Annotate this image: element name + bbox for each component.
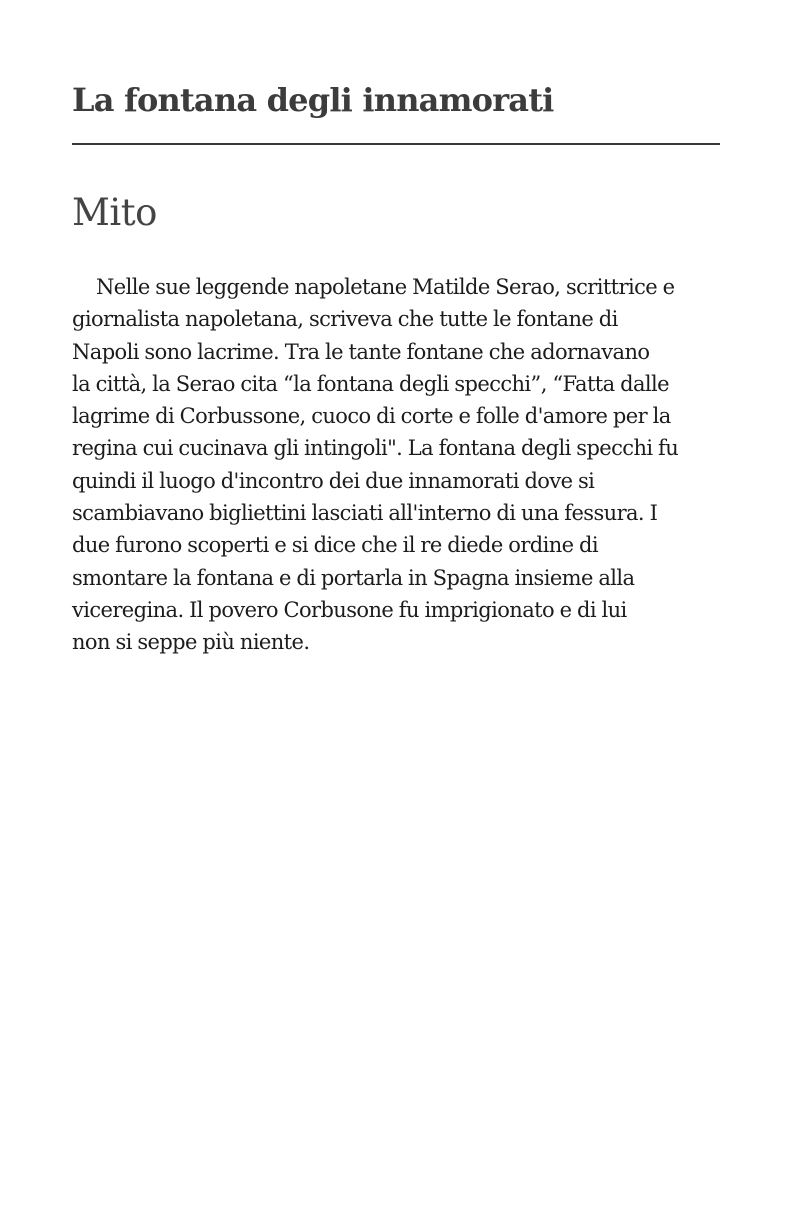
paragraph-line: lagrime di Corbussone, cuoco di corte e folle d'amore per la [72, 404, 671, 429]
title-divider [72, 143, 720, 145]
paragraph-line: Nelle sue leggende napoletane Matilde Serao, scrittrice e [96, 275, 675, 299]
paragraph-line: quindi il luogo d'incontro dei due innamorati dove si [72, 468, 595, 493]
paragraph-line: la città, la Serao cita “la fontana degli specchi”, “Fatta dalle [72, 371, 669, 396]
section-heading: Mito [72, 191, 157, 234]
paragraph-line: Napoli sono lacrime. Tra le tante fontane che adornavano [72, 339, 650, 364]
paragraph-line: giornalista napoletana, scriveva che tutte le fontane di [72, 307, 618, 332]
paragraph-line: smontare la fontana e di portarla in Spagna insieme alla [72, 565, 635, 590]
document-title: La fontana degli innamorati [72, 81, 554, 119]
paragraph-line: non si seppe più niente. [72, 630, 310, 655]
body-paragraph [72, 271, 720, 659]
paragraph-line: regina cui cucinava gli intingoli". La fontana degli specchi fu [72, 436, 679, 461]
paragraph-line: viceregina. Il povero Corbusone fu imprigionato e di lui [72, 597, 627, 622]
paragraph-line: scambiavano bigliettini lasciati all'interno di una fessura. I [72, 501, 658, 526]
document-page [72, 0, 720, 659]
paragraph-line: due furono scoperti e si dice che il re diede ordine di [72, 533, 599, 558]
